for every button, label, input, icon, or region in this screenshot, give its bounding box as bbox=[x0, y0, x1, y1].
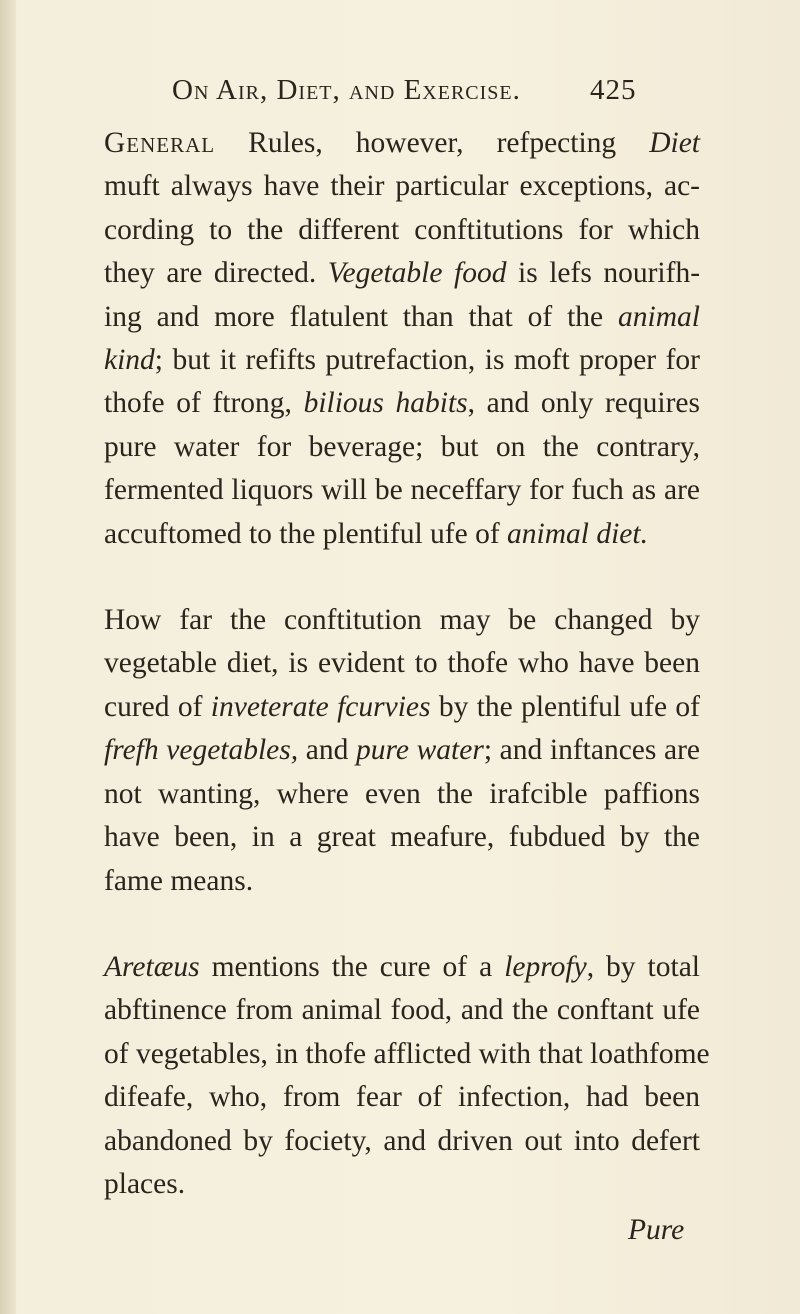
text-run: ; and inftances are bbox=[483, 734, 701, 767]
text-line bbox=[104, 209, 700, 252]
text-line bbox=[104, 946, 700, 989]
text-run: accuftomed to the plentiful ufe of bbox=[104, 517, 508, 550]
text-run: and bbox=[298, 734, 357, 767]
text-run: abandoned by fociety, and driven out into defert bbox=[104, 1124, 700, 1157]
text-run: ; but it refifts putrefaction, is moft proper for bbox=[154, 344, 700, 377]
text-line bbox=[104, 165, 700, 208]
text-run: General bbox=[104, 127, 216, 159]
catchword: Pure bbox=[628, 1214, 685, 1246]
text-line bbox=[104, 252, 700, 295]
text-run: cording to the different conftitutions for which bbox=[104, 213, 700, 246]
italic-run: frefh vegetables, bbox=[104, 734, 299, 767]
text-run: by the plentiful ufe of bbox=[430, 690, 700, 723]
text-line bbox=[104, 599, 700, 642]
running-header bbox=[172, 74, 672, 107]
running-title: On Air, Diet, and Exercise. bbox=[172, 74, 521, 106]
text-line bbox=[104, 860, 700, 903]
text-run: is lefs nourifh- bbox=[506, 257, 701, 290]
text-line bbox=[104, 339, 700, 382]
text-line bbox=[104, 426, 700, 469]
italic-run: bilious habits bbox=[303, 387, 468, 420]
text-line bbox=[104, 382, 700, 425]
paragraph bbox=[104, 122, 700, 556]
text-run: places. bbox=[104, 1167, 186, 1200]
text-run: not wanting, where even the irafcible paffions bbox=[104, 777, 700, 810]
text-run: How far the conftitution may be changed by bbox=[104, 604, 700, 637]
text-line bbox=[104, 773, 700, 816]
text-run: fame means. bbox=[104, 864, 254, 897]
text-run: difeafe, who, from fear of infection, had been bbox=[104, 1081, 700, 1114]
text-run: cured of bbox=[104, 690, 211, 723]
page-gutter bbox=[0, 0, 16, 1314]
text-line bbox=[104, 989, 700, 1032]
text-run: thofe of ftrong, bbox=[104, 387, 304, 420]
body-text bbox=[104, 122, 710, 1206]
text-line bbox=[104, 729, 700, 772]
italic-run: leprofy bbox=[504, 950, 587, 983]
text-line bbox=[104, 642, 700, 685]
text-run: abftinence from animal food, and the conftant ufe bbox=[104, 994, 700, 1027]
text-run: , and only requires bbox=[467, 387, 700, 420]
text-line bbox=[104, 1033, 710, 1076]
italic-run: inveterate fcurvies bbox=[210, 690, 431, 723]
text-run: have been, in a great meafure, fubdued by the bbox=[104, 821, 700, 854]
text-run: pure water for beverage; but on the contrary, bbox=[104, 430, 700, 463]
text-run: ing and more flatulent than that of the bbox=[104, 300, 619, 333]
italic-run: Diet bbox=[649, 127, 700, 159]
italic-run: animal diet. bbox=[507, 517, 648, 550]
text-line bbox=[104, 1076, 700, 1119]
text-run: they are directed. bbox=[104, 257, 328, 290]
paragraph bbox=[104, 599, 700, 903]
italic-run: Aretæus bbox=[104, 950, 200, 983]
text-line bbox=[104, 296, 700, 339]
text-line bbox=[104, 122, 700, 165]
italic-run: Vegetable food bbox=[327, 257, 507, 290]
text-run: mentions the cure of a bbox=[199, 950, 505, 983]
text-line bbox=[104, 816, 700, 859]
italic-run: animal bbox=[618, 300, 700, 333]
text-line bbox=[104, 469, 700, 512]
text-line bbox=[104, 513, 700, 556]
text-line bbox=[104, 1163, 700, 1206]
italic-run: pure water bbox=[356, 734, 484, 767]
text-run: muft always have their particular exceptions, ac- bbox=[104, 170, 700, 203]
paragraph bbox=[104, 946, 710, 1206]
text-run: of vegetables, in thofe afflicted with that loathfome bbox=[104, 1037, 710, 1070]
italic-run: kind bbox=[104, 344, 155, 377]
text-run: , by total bbox=[586, 950, 700, 983]
text-run: Rules, however, refpecting bbox=[215, 127, 650, 159]
page-number: 425 bbox=[590, 74, 637, 106]
text-run: fermented liquors will be neceffary for fuch as are bbox=[104, 474, 700, 507]
text-run: vegetable diet, is evident to thofe who have been bbox=[104, 647, 700, 680]
text-line bbox=[104, 1120, 700, 1163]
text-line bbox=[104, 686, 700, 729]
